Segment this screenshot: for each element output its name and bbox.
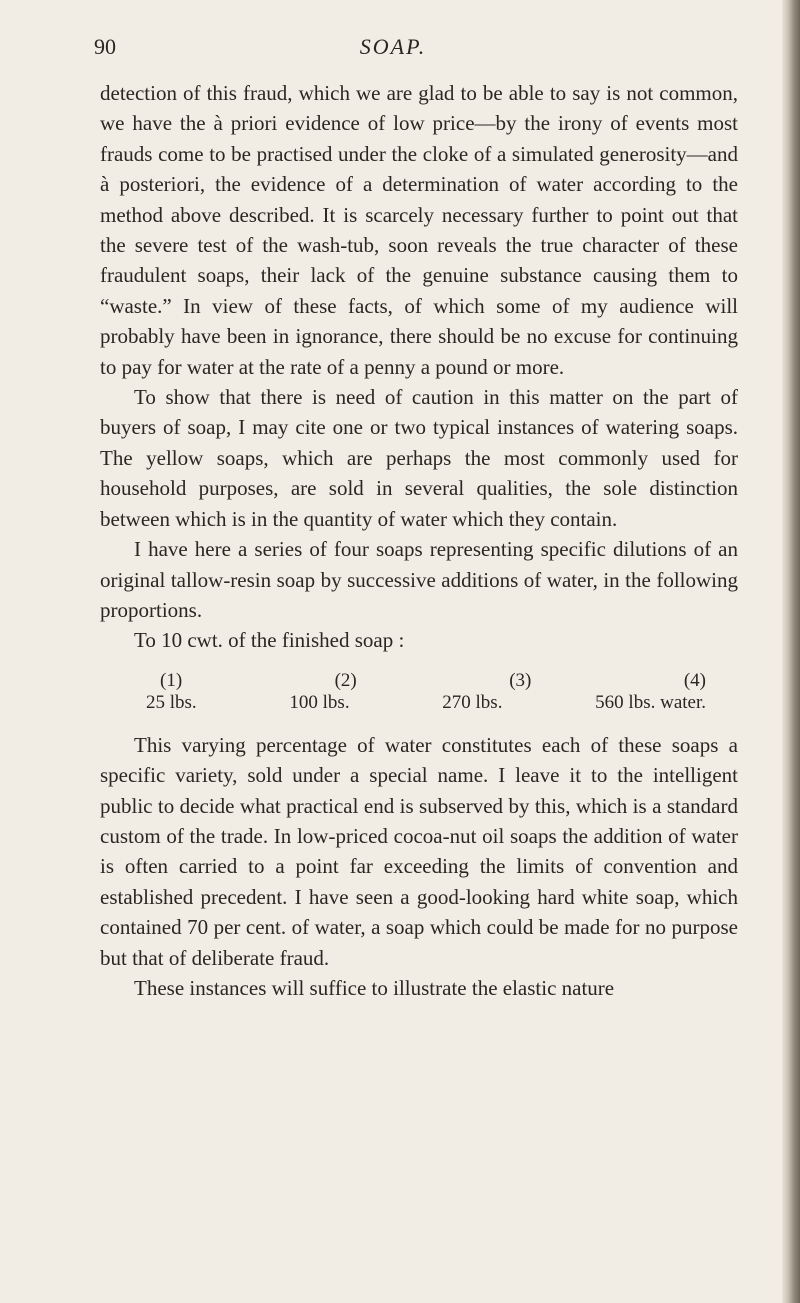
proportion-value: 100 lbs. bbox=[289, 691, 350, 713]
proportion-label: (3) bbox=[509, 669, 532, 691]
running-title: SOAP. bbox=[359, 34, 427, 59]
proportion-label: (4) bbox=[683, 669, 706, 691]
proportion-value: 560 lbs. water. bbox=[595, 691, 706, 713]
paragraph: These instances will suffice to illustrate the elastic nature bbox=[134, 975, 615, 1000]
proportions-table bbox=[146, 670, 706, 714]
paragraph: To 10 cwt. of the finished soap : bbox=[134, 628, 405, 653]
proportion-value: 25 lbs. bbox=[146, 691, 197, 713]
page-number: 90 bbox=[94, 34, 116, 59]
body-text bbox=[100, 78, 738, 1003]
paragraph: detection of this fraud, which we are glad to be able to say is not common, we have the à priori evidence of low price—by the irony of events most frauds come to be practised under the cloke of a simulated generosity—and à posteriori, the evidence of a determination of water according to the method above described. It is scarcely necessary further to point out that the severe test of the wash-tub, soon reveals the true character of these fraudulent soaps, their lack of the genuine substance causing them to “waste.” In view of these facts, of which some of my audience will probably have been in ignorance, there should be no excuse for continuing to pay for water at the rate of a penny a pound or more. bbox=[100, 81, 738, 379]
paragraph: I have here a series of four soaps representing specific dilutions of an original tallow-resin soap by successive additions of water, in the following proportions. bbox=[100, 537, 738, 622]
page-header bbox=[0, 34, 786, 64]
proportions-values bbox=[146, 692, 706, 714]
paragraph: To show that there is need of caution in this matter on the part of buyers of soap, I may cite one or two typical instances of watering soaps. The yellow soaps, which are perhaps the most commonly used for household purposes, are sold in several qualities, the sole distinction between which is in the quantity of water which they contain. bbox=[100, 385, 738, 531]
page-edge-shadow bbox=[782, 0, 800, 1303]
proportions-labels bbox=[146, 670, 706, 692]
paragraph: This varying percentage of water constitutes each of these soaps a specific variety, sold under a special name. I leave it to the intelligent public to decide what practical end is subserved by this, which is a standard custom of the trade. In low-priced cocoa-nut oil soaps the addition of water is often carried to a point far exceeding the limits of convention and established precedent. I have seen a good-looking hard white soap, which contained 70 per cent. of water, a soap which could be made for no purpose but that of deliberate fraud. bbox=[100, 732, 738, 970]
proportion-label: (2) bbox=[334, 669, 357, 691]
proportion-value: 270 lbs. bbox=[442, 691, 503, 713]
proportion-label: (1) bbox=[160, 669, 183, 691]
